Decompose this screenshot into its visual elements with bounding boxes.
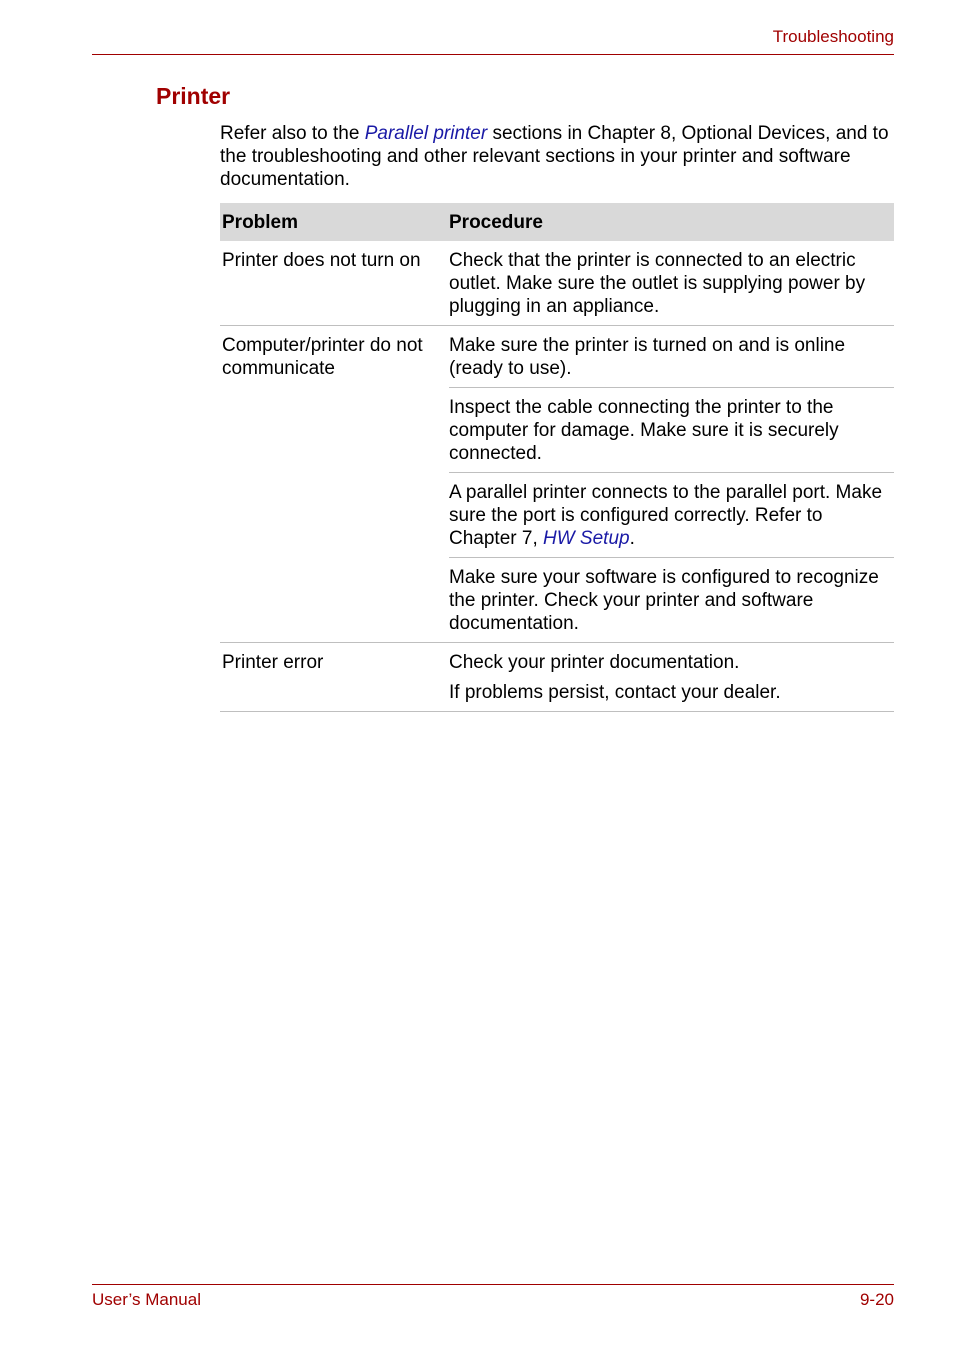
running-header: Troubleshooting [772,27,894,46]
table-row [220,241,894,326]
problem-cell: Printer error [220,643,449,712]
page-number: 9-20 [859,1290,894,1309]
header-problem: Problem [220,203,449,241]
hw-setup-link[interactable]: HW Setup [543,528,630,549]
procedure-cell: Make sure the printer is turned on and is online (ready to use). [449,326,894,388]
footer-rule [92,1284,894,1285]
procedure-cell: Inspect the cable connecting the printer to the computer for damage. Make sure it is securely connected. [449,388,894,473]
procedure-text-after: . [629,528,635,549]
procedure-cell [449,643,894,712]
procedure-cell: Check that the printer is connected to an electric outlet. Make sure the outlet is supplying power by plugging in an appliance. [449,241,894,326]
header-rule [92,54,894,55]
intro-paragraph [220,122,894,191]
table-row [220,326,894,388]
table-row [220,643,894,712]
procedure-line: If problems persist, contact your dealer. [449,682,781,703]
table-header-row [220,203,894,241]
problem-cell: Printer does not turn on [220,241,449,326]
procedure-cell [449,473,894,558]
intro-text-before: Refer also to the [220,123,365,144]
section-title: Printer [156,83,231,109]
troubleshooting-table [220,203,894,712]
procedure-cell: Make sure your software is configured to recognize the printer. Check your printer and software documentation. [449,558,894,643]
procedure-text-before: A parallel printer connects to the parallel port. Make sure the port is configured correctly. Refer to Chapter 7, [449,482,883,549]
header-procedure: Procedure [449,203,894,241]
procedure-line: Check your printer documentation. [449,652,740,673]
intro-text-after: sections in Chapter 8, Optional Devices, and to the troubleshooting and other relevant sections in your printer and software documentation. [220,123,889,190]
problem-cell: Computer/printer do not communicate [220,326,449,643]
parallel-printer-link[interactable]: Parallel printer [364,123,488,144]
footer-manual-title: User’s Manual [92,1290,201,1309]
